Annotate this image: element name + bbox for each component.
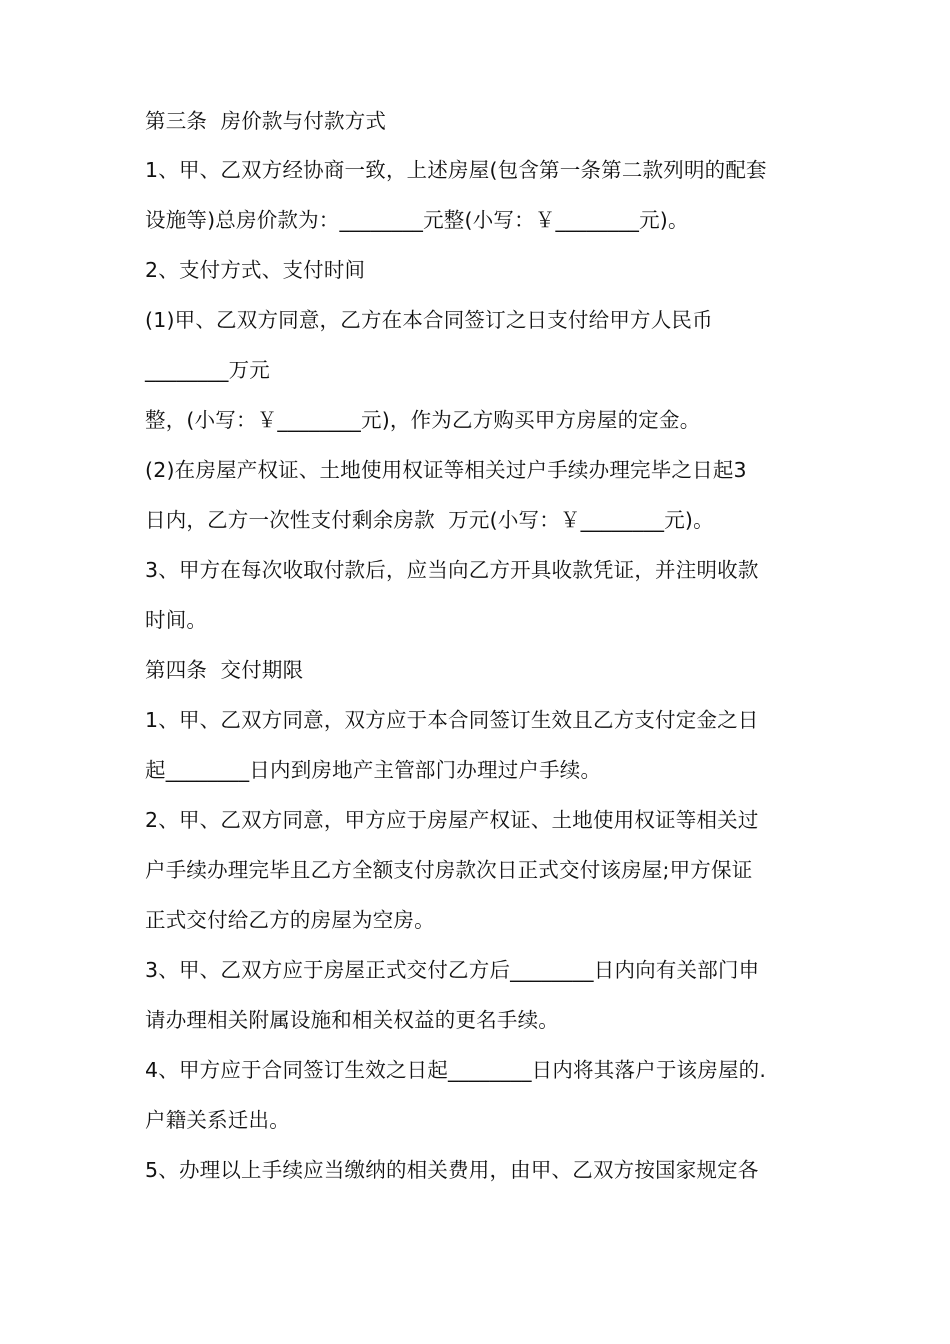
paragraph-line: 日内，乙方一次性支付剩余房款 万元(小写：￥________元)。 [145,508,714,532]
paragraph-line: (1)甲、乙双方同意，乙方在本合同签订之日支付给甲方人民币 [145,308,713,332]
paragraph-line: 户手续办理完毕且乙方全额支付房款次日正式交付该房屋;甲方保证 [145,858,753,882]
paragraph-line: (2)在房屋产权证、土地使用权证等相关过户手续办理完毕之日起3 [145,458,747,482]
paragraph-line: 3、甲方在每次收取付款后，应当向乙方开具收款凭证，并注明收款 [145,558,759,582]
paragraph-line: 2、甲、乙双方同意，甲方应于房屋产权证、土地使用权证等相关过 [145,808,759,832]
paragraph-line: 1、甲、乙双方同意，双方应于本合同签订生效且乙方支付定金之日 [145,708,759,732]
paragraph-line: 户籍关系迁出。 [145,1108,290,1132]
paragraph-line: 3、甲、乙双方应于房屋正式交付乙方后________日内向有关部门申 [145,958,760,982]
paragraph-line: 整，(小写：￥________元)，作为乙方购买甲方房屋的定金。 [145,408,701,432]
paragraph-line: 正式交付给乙方的房屋为空房。 [145,908,435,932]
section-heading-article-3: 第三条 房价款与付款方式 [145,109,387,133]
paragraph-line: 4、甲方应于合同签订生效之日起________日内将其落户于该房屋的. [145,1058,767,1082]
paragraph-line: 时间。 [145,608,208,632]
paragraph-line: 起________日内到房地产主管部门办理过户手续。 [145,758,602,782]
section-heading-article-4: 第四条 交付期限 [145,658,304,682]
paragraph-line: 2、支付方式、支付时间 [145,258,366,282]
paragraph-line: 1、甲、乙双方经协商一致，上述房屋(包含第一条第二款列明的配套 [145,158,767,182]
paragraph-line: ________万元 [145,358,270,382]
paragraph-line: 5、办理以上手续应当缴纳的相关费用，由甲、乙双方按国家规定各 [145,1158,759,1182]
paragraph-line: 设施等)总房价款为：________元整(小写：￥________元)。 [145,208,689,232]
paragraph-line: 请办理相关附属设施和相关权益的更名手续。 [145,1008,559,1032]
